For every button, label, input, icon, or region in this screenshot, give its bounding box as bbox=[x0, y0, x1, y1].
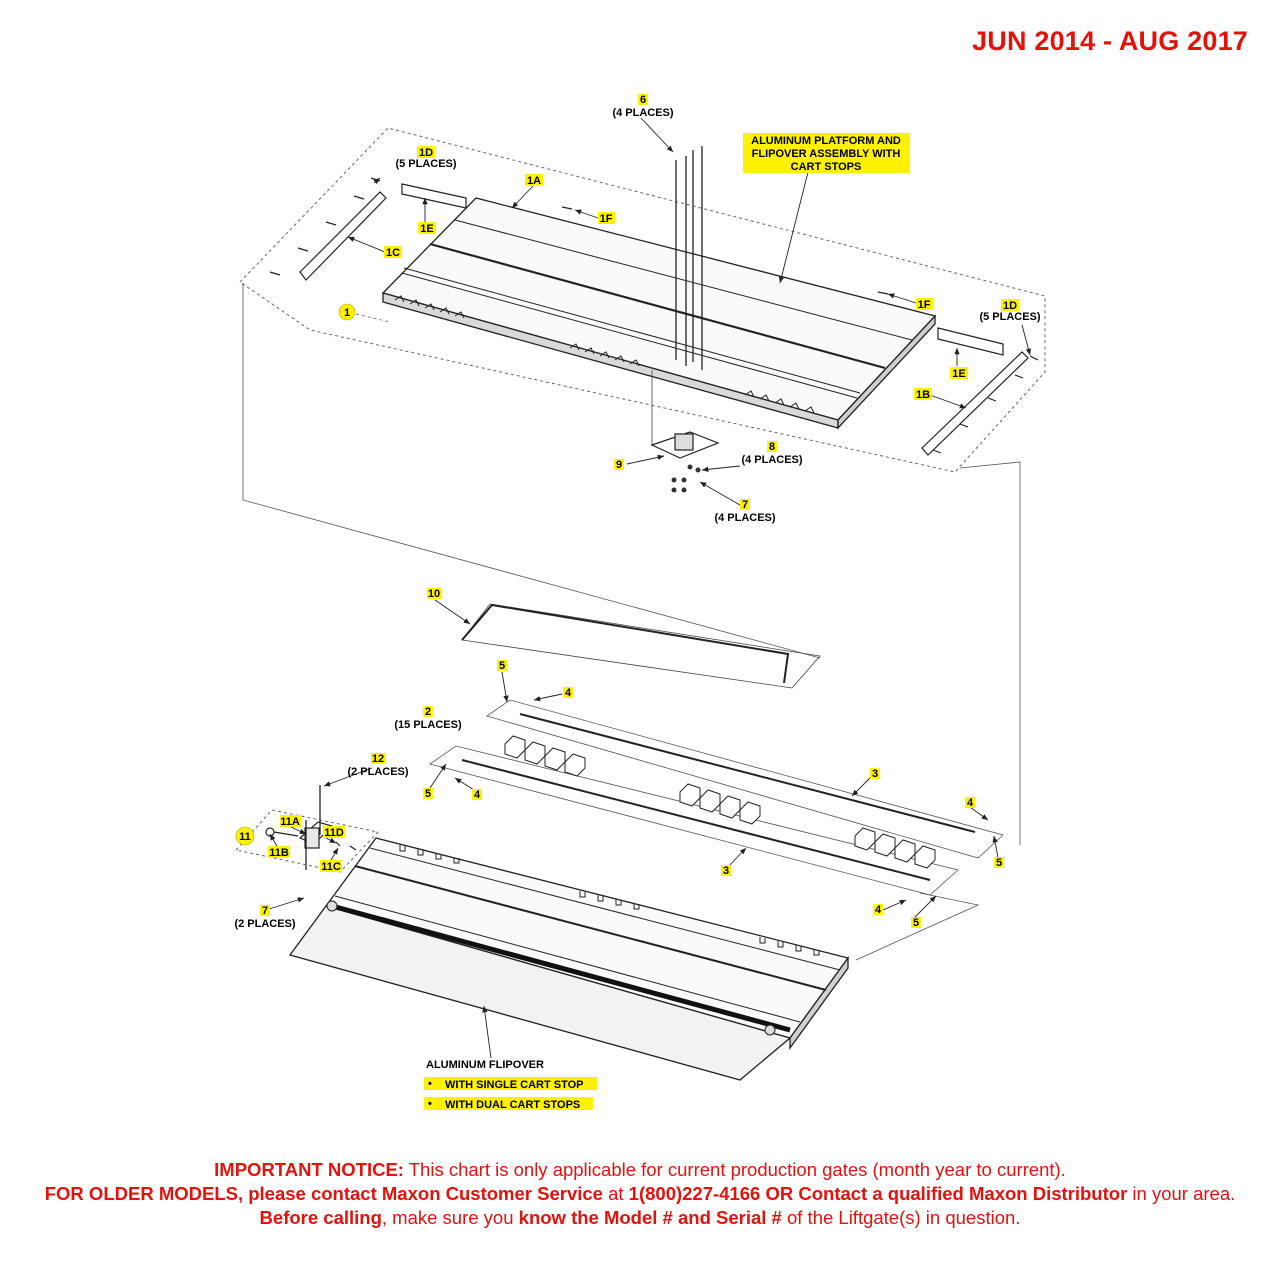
callout-1e-left: 1E bbox=[420, 223, 434, 235]
callout-1d-left-count: (5 PLACES) bbox=[395, 158, 457, 170]
callout-11a: 11A bbox=[280, 816, 300, 828]
callout-7-top: 7 bbox=[741, 499, 749, 511]
notice-bold-4: Before calling bbox=[259, 1207, 382, 1228]
notice-text-2: at bbox=[602, 1183, 629, 1204]
callout-8-count: (4 PLACES) bbox=[741, 454, 803, 466]
callout-5-a: 5 bbox=[498, 660, 506, 672]
platform-assembly-line3: CART STOPS bbox=[790, 161, 862, 173]
flipover-option-1-bullet: • bbox=[428, 1078, 432, 1090]
callout-6: 6 bbox=[639, 94, 647, 106]
callout-1d-right-count: (5 PLACES) bbox=[979, 311, 1041, 323]
callout-1-dashed-leader bbox=[356, 314, 390, 322]
platform-assembly-line2: FLIPOVER ASSEMBLY WITH bbox=[751, 148, 901, 160]
notice-text-4: , make sure you bbox=[381, 1207, 519, 1228]
callout-9: 9 bbox=[615, 459, 623, 471]
callout-5-d: 5 bbox=[912, 917, 920, 929]
platform-assembly-line1: ALUMINUM PLATFORM AND bbox=[751, 135, 901, 147]
notice-line-2 bbox=[40, 1182, 1240, 1230]
callout-5-c: 5 bbox=[995, 857, 1003, 869]
callout-1b: 1B bbox=[915, 389, 931, 401]
callout-2: 2 bbox=[424, 706, 432, 718]
callout-7-top-count: (4 PLACES) bbox=[714, 512, 776, 524]
notice-bold-1: IMPORTANT NOTICE: bbox=[214, 1159, 404, 1180]
callout-1c: 1C bbox=[385, 247, 401, 259]
hinge-plate-9 bbox=[652, 432, 718, 458]
callout-8: 8 bbox=[768, 441, 776, 453]
callout-3-upper: 3 bbox=[871, 768, 879, 780]
callout-1a: 1A bbox=[526, 175, 542, 187]
callout-12: 12 bbox=[371, 753, 385, 765]
pin-3-lower bbox=[462, 760, 930, 880]
callout-1: 1 bbox=[343, 307, 351, 319]
callout-7-bottom: 7 bbox=[261, 905, 269, 917]
callout-10: 10 bbox=[427, 588, 441, 600]
flipover-option-2-bullet: • bbox=[428, 1098, 432, 1110]
side-plate-1b bbox=[922, 352, 1028, 455]
callout-12-count: (2 PLACES) bbox=[347, 766, 409, 778]
bracket-1e-left bbox=[402, 184, 466, 208]
callout-11d: 11D bbox=[324, 827, 344, 839]
callout-4-d: 4 bbox=[874, 904, 882, 916]
nuts-washers-7-8 bbox=[672, 465, 701, 493]
callout-1f-right: 1F bbox=[917, 299, 931, 311]
projection-line-right bbox=[960, 462, 1020, 845]
callout-1e-right: 1E bbox=[952, 368, 966, 380]
callout-1d-right: 1D bbox=[1002, 300, 1018, 312]
notice-bold-3: 1(800)227-4166 OR Contact a qualified Maxon Distributor bbox=[628, 1183, 1128, 1204]
callout-1d-left: 1D bbox=[418, 147, 434, 159]
side-plate-1c bbox=[300, 192, 386, 280]
notice-text-3: in your area. bbox=[1127, 1183, 1236, 1204]
callout-5-b: 5 bbox=[424, 788, 432, 800]
notice-line-1 bbox=[40, 1158, 1240, 1182]
callout-7-bottom-count: (2 PLACES) bbox=[234, 918, 296, 930]
callout-2-count: (15 PLACES) bbox=[394, 719, 462, 731]
callout-1f-left: 1F bbox=[599, 213, 613, 225]
screw-1f-left bbox=[562, 207, 572, 209]
callout-4-b: 4 bbox=[473, 789, 481, 801]
notice-bold-2: FOR OLDER MODELS, please contact Maxon Customer Service bbox=[44, 1183, 603, 1204]
callout-4-a: 4 bbox=[564, 687, 572, 699]
pin-plane-upper bbox=[487, 700, 1003, 858]
callout-4-c: 4 bbox=[966, 797, 974, 809]
callout-6-count: (4 PLACES) bbox=[612, 107, 674, 119]
bracket-1e-right bbox=[938, 328, 1003, 355]
aluminum-flipover bbox=[290, 838, 848, 1080]
rod-10 bbox=[462, 604, 820, 688]
flipover-option-2: WITH DUAL CART STOPS bbox=[445, 1099, 581, 1111]
flipover-hinge-right bbox=[765, 1025, 775, 1035]
notice-bold-5: know the Model # and Serial # bbox=[518, 1207, 782, 1228]
flipover-title: ALUMINUM FLIPOVER bbox=[426, 1059, 544, 1071]
date-range-title: JUN 2014 - AUG 2017 bbox=[972, 26, 1248, 56]
important-notice bbox=[40, 1158, 1240, 1230]
callout-11: 11 bbox=[239, 831, 251, 843]
notice-text-1: This chart is only applicable for current production gates (month year to current). bbox=[403, 1159, 1066, 1180]
flipover-hinge-left bbox=[327, 901, 337, 911]
callout-11b: 11B bbox=[269, 847, 289, 859]
aluminum-platform bbox=[383, 198, 935, 428]
notice-text-5: of the Liftgate(s) in question. bbox=[781, 1207, 1021, 1228]
callout-11c: 11C bbox=[321, 861, 341, 873]
callout-3-lower: 3 bbox=[722, 865, 730, 877]
flipover-option-1: WITH SINGLE CART STOP bbox=[445, 1079, 584, 1091]
screw-1f-right bbox=[878, 292, 888, 294]
